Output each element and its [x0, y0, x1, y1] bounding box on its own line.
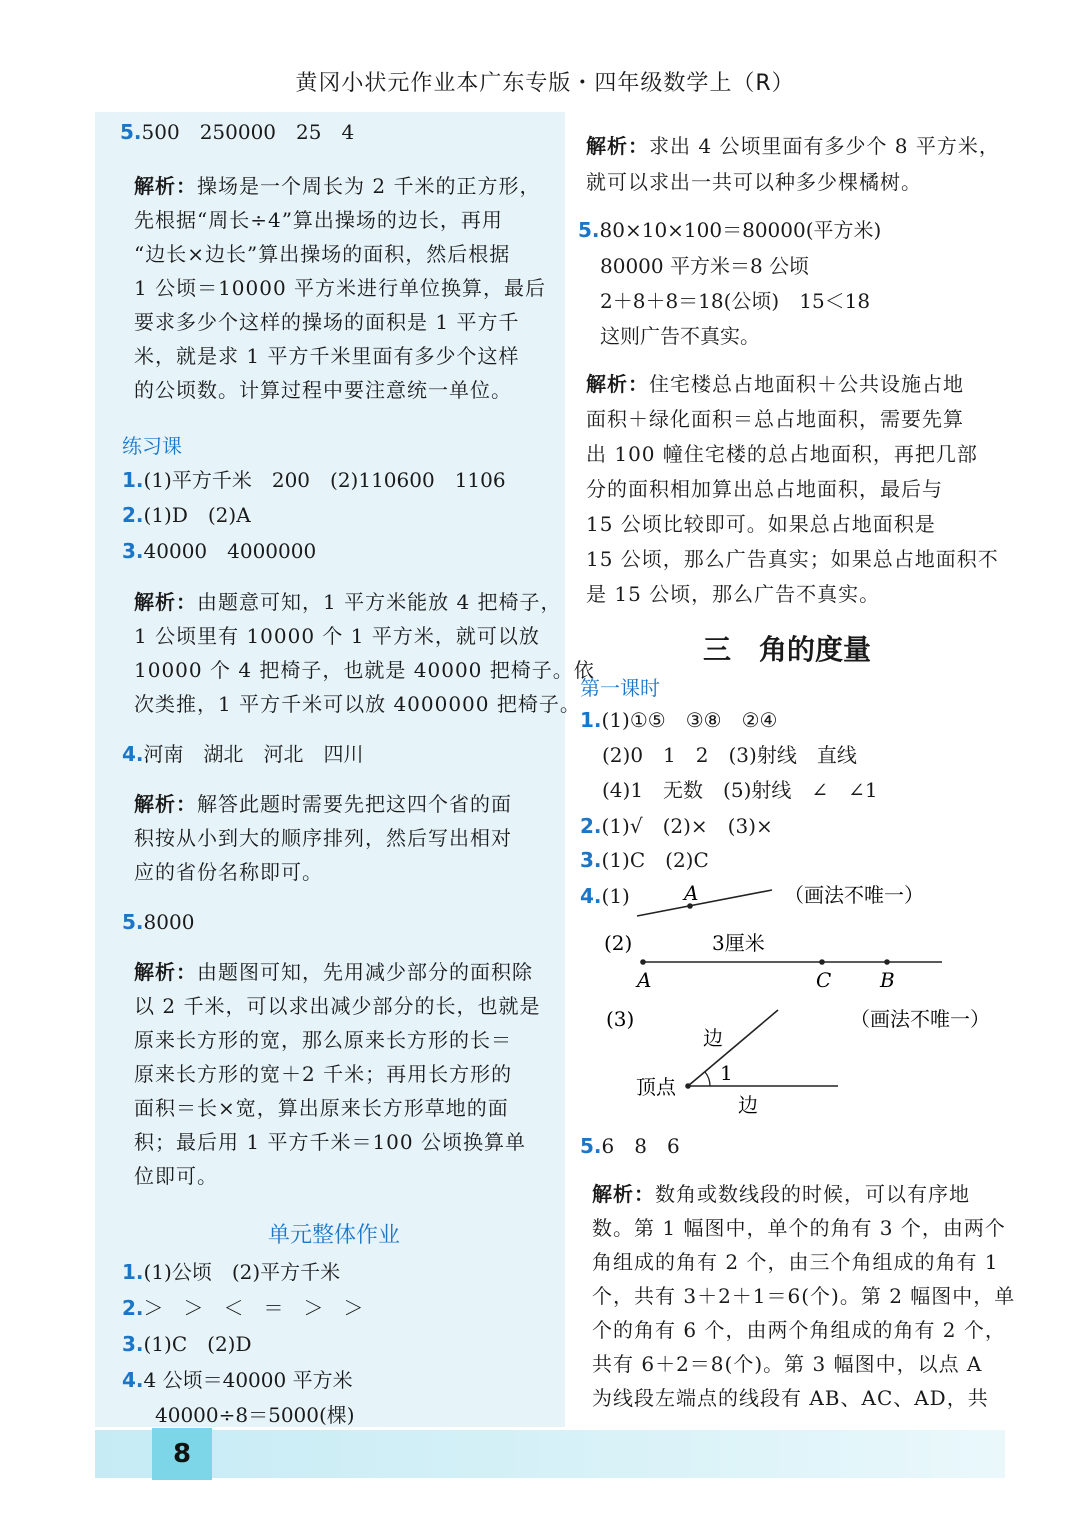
answer-text: (1)D (2)A — [143, 503, 251, 527]
answer-text: 80×10×100＝80000(平方米) — [599, 218, 882, 242]
item-number: 4. — [122, 1368, 144, 1392]
angle-arc — [705, 1072, 710, 1086]
analysis-line: 出 100 幢住宅楼的总占地面积，再把几部 — [586, 442, 978, 466]
answer-text: 4 公顷＝40000 平方米 — [143, 1368, 353, 1392]
answer-text: (1)C (2)C — [601, 848, 709, 872]
answer-text: 8000 — [143, 910, 195, 934]
figure-2-label: (2) — [604, 931, 633, 955]
analysis-line: 次类推，1 平方千米可以放 4000000 把椅子。 — [134, 692, 581, 716]
side-label-bottom: 边 — [738, 1093, 758, 1117]
item-number: 5. — [578, 218, 600, 242]
analysis-label: 解析： — [134, 792, 197, 816]
vertex-dot — [685, 1083, 691, 1089]
analysis-line: 数角或数线段的时候，可以有序地 — [655, 1182, 970, 1206]
page-header: 黄冈小状元作业本广东专版・四年级数学上（R） — [295, 71, 795, 96]
answer-line: 80000 平方米＝8 公顷 — [600, 254, 810, 278]
figure-3-angle — [606, 1007, 990, 1117]
point-c-dot — [819, 959, 825, 965]
vertex-label: 顶点 — [636, 1075, 676, 1099]
answer-text: 6 8 6 — [601, 1134, 680, 1158]
analysis-line: 求出 4 公顷里面有多少个 8 平方米， — [649, 134, 1000, 158]
answer-text: (1)①⑤ ③⑧ ②④ — [601, 708, 778, 732]
answer-text: 500 250000 25 4 — [141, 120, 355, 144]
analysis-label: 解析： — [134, 174, 197, 198]
analysis-label: 解析： — [586, 372, 649, 396]
chapter-title: 三 角的度量 — [703, 633, 872, 666]
point-a-label: A — [684, 881, 699, 905]
analysis-line: 就可以求出一共可以种多少棵橘树。 — [586, 170, 922, 194]
analysis-line: 1 公顷＝10000 平方米进行单位换算，最后 — [134, 276, 547, 300]
answer-text: 40000 4000000 — [143, 539, 317, 563]
answer-line: 2＋8＋8＝18(公顷) 15＜18 — [600, 289, 871, 313]
analysis-line: 积按从小到大的顺序排列，然后写出相对 — [134, 826, 512, 850]
analysis-line: 原来长方形的宽，那么原来长方形的长＝ — [134, 1028, 512, 1052]
analysis-line: 的公顷数。计算过程中要注意统一单位。 — [134, 378, 512, 402]
figure-3-note: （画法不唯一） — [850, 1007, 990, 1031]
item-number: 3. — [580, 848, 602, 872]
analysis-label: 解析： — [592, 1182, 655, 1206]
lesson-title: 第一课时 — [580, 676, 660, 700]
angle-label: 1 — [720, 1061, 733, 1085]
analysis-line: 个，共有 3＋2＋1＝6(个)。第 2 幅图中，单 — [592, 1284, 1016, 1308]
analysis-label: 解析： — [586, 134, 649, 158]
item-number: 1. — [122, 1260, 144, 1284]
analysis-line: 角组成的角有 2 个，由三个角组成的角有 1 — [592, 1250, 999, 1274]
analysis-line: 个的角有 6 个，由两个角组成的角有 2 个， — [592, 1318, 1006, 1342]
item-number: 4. — [122, 742, 144, 766]
answer-text: (1) — [601, 884, 630, 908]
item-number: 4. — [580, 884, 602, 908]
item-number: 5. — [580, 1134, 602, 1158]
answer-line: (2)0 1 2 (3)射线 直线 — [602, 743, 857, 767]
answer-line: 这则广告不真实。 — [600, 324, 760, 348]
lesson-analysis-5 — [592, 1180, 970, 1208]
item-number: 5. — [120, 120, 142, 144]
analysis-line: 以 2 千米，可以求出减少部分的长，也就是 — [134, 994, 541, 1018]
item-number: 2. — [122, 503, 144, 527]
analysis-label: 解析： — [134, 960, 197, 984]
analysis-line: 15 公顷，那么广告真实；如果总占地面积不 — [586, 547, 999, 571]
figure-1-note: （画法不唯一） — [784, 883, 924, 907]
item-number: 1. — [122, 468, 144, 492]
answer-text: 河南 湖北 河北 四川 — [143, 742, 364, 766]
analysis-line: 数。第 1 幅图中，单个的角有 3 个，由两个 — [592, 1216, 1006, 1240]
analysis-line: 位即可。 — [134, 1164, 218, 1188]
unit-answer-4-line2: 40000÷8＝5000(棵) — [155, 1403, 355, 1427]
analysis-line: 由题图可知，先用减少部分的面积除 — [197, 960, 533, 984]
analysis-line: 10000 个 4 把椅子，也就是 40000 把椅子。依 — [134, 658, 595, 682]
section-title-unit: 单元整体作业 — [268, 1223, 401, 1248]
analysis-line: 要求多少个这样的操场的面积是 1 平方千 — [134, 310, 520, 334]
section-title-practice: 练习课 — [122, 434, 182, 458]
point-a-label: A — [637, 968, 652, 992]
item-number: 3. — [122, 539, 144, 563]
analysis-line: 先根据“周长÷4”算出操场的边长，再用 — [134, 208, 503, 232]
side-label-top: 边 — [703, 1026, 723, 1050]
item-number: 2. — [580, 814, 602, 838]
analysis-line: 15 公顷比较即可。如果总占地面积是 — [586, 512, 936, 536]
analysis-line: 积；最后用 1 平方千米＝100 公顷换算单 — [134, 1130, 526, 1154]
analysis-line: 面积＝长×宽，算出原来长方形草地的面 — [134, 1096, 509, 1120]
figure-2-segment — [604, 931, 942, 992]
analysis-line: 住宅楼总占地面积＋公共设施占地 — [649, 372, 964, 396]
point-b-label: B — [880, 968, 895, 992]
point-c-label: C — [816, 968, 832, 992]
answer-text: (1)公顷 (2)平方千米 — [143, 1260, 341, 1284]
answer-text: (1)C (2)D — [143, 1332, 252, 1356]
analysis-line: 共有 6＋2＝8(个)。第 3 幅图中，以点 A — [592, 1352, 983, 1376]
analysis-line: 是 15 公顷，那么广告不真实。 — [586, 582, 881, 606]
analysis-line: 操场是一个周长为 2 千米的正方形， — [197, 174, 541, 198]
answer-text: ＞ ＞ ＜ ＝ ＞ ＞ — [143, 1296, 364, 1320]
answer-text: (1)√ (2)× (3)× — [601, 814, 773, 838]
point-b-dot — [884, 959, 890, 965]
analysis-label: 解析： — [134, 590, 197, 614]
analysis-line: 分的面积相加算出总占地面积，最后与 — [586, 477, 943, 501]
analysis-line: 面积＋绿化面积＝总占地面积，需要先算 — [586, 407, 964, 431]
analysis-line: 应的省份名称即可。 — [134, 860, 323, 884]
analysis-line: “边长×边长”算出操场的面积，然后根据 — [134, 242, 511, 266]
figure-1-ray — [637, 881, 924, 916]
analysis-line: 原来长方形的宽＋2 千米；再用长方形的 — [134, 1062, 513, 1086]
page-number: 8 — [152, 1428, 212, 1480]
item-number: 1. — [580, 708, 602, 732]
figure-3-label: (3) — [606, 1007, 635, 1031]
analysis-line: 米，就是求 1 平方千米里面有多少个这样 — [134, 344, 520, 368]
answer-line: (4)1 无数 (5)射线 ∠ ∠1 — [602, 778, 878, 802]
item-number: 2. — [122, 1296, 144, 1320]
answer-text: (1)平方千米 200 (2)110600 1106 — [143, 468, 506, 492]
item-number: 3. — [122, 1332, 144, 1356]
analysis-line: 1 公顷里有 10000 个 1 平方米，就可以放 — [134, 624, 540, 648]
analysis-line: 为线段左端点的线段有 AB、AC、AD，共 — [592, 1386, 989, 1410]
segment-length-label: 3厘米 — [712, 931, 765, 955]
point-a-dot — [640, 959, 646, 965]
analysis-line: 由题意可知，1 平方米能放 4 把椅子， — [197, 590, 562, 614]
lesson-answer-5 — [580, 1132, 680, 1160]
analysis-line: 解答此题时需要先把这四个省的面 — [197, 792, 512, 816]
item-number: 5. — [122, 910, 144, 934]
